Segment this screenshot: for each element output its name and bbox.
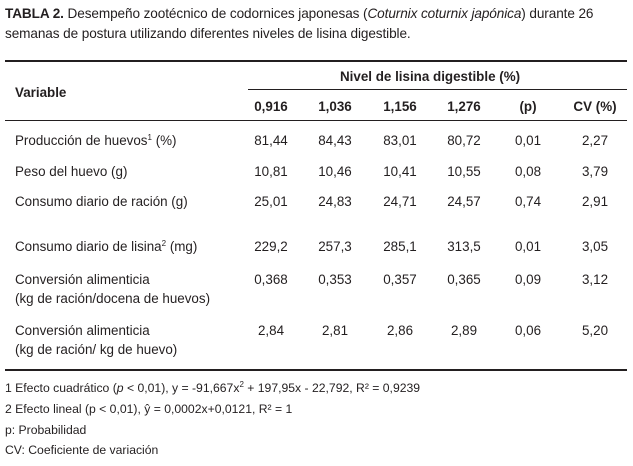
header-col-2: 1,036 <box>318 99 352 114</box>
header-col-1: 0,916 <box>254 99 288 114</box>
table-cell: 3,05 <box>581 239 609 254</box>
table-cell: 10,81 <box>254 164 288 179</box>
header-col-6: CV (%) <box>573 99 617 114</box>
table-cell: 257,3 <box>318 239 352 254</box>
row-4-footnote-mark: 2 <box>161 239 167 248</box>
table-cell: 5,20 <box>581 323 609 338</box>
table-cell: 313,5 <box>447 239 481 254</box>
header-col-3: 1,156 <box>383 99 417 114</box>
row-4-label-text: Consumo diario de lisina <box>15 239 162 254</box>
row-1-footnote-mark: 1 <box>147 133 152 142</box>
row-5-label <box>15 270 210 308</box>
group-rule <box>248 89 627 90</box>
table-cell: 3,79 <box>581 164 609 179</box>
table-cell: 2,81 <box>321 323 349 338</box>
header-col-4: 1,276 <box>447 99 481 114</box>
table-cell: 10,41 <box>383 164 417 179</box>
row-4-label <box>15 239 197 255</box>
table-cell: 84,43 <box>318 133 352 148</box>
table-cell: 25,01 <box>254 194 288 209</box>
caption-text-before: Desempeño zootécnico de codornices japonesas ( <box>63 6 368 21</box>
footnote-1-text-b: < 0,01), y = -91,667x <box>123 381 240 395</box>
table-cell: 24,71 <box>383 194 417 209</box>
table-cell: 2,84 <box>257 323 285 338</box>
table-cell: 0,01 <box>514 239 542 254</box>
footnote-2: 2 Efecto lineal (p < 0,01), ŷ = 0,0002x+0,0121, R² = 1 <box>5 402 293 416</box>
table-caption <box>5 4 627 44</box>
table-cell: 285,1 <box>383 239 417 254</box>
header-variable: Variable <box>15 85 67 100</box>
row-6-label-line2: (kg de ración/ kg de huevo) <box>15 342 178 357</box>
footnote-1-number: 1 <box>5 381 12 395</box>
row-6-label <box>15 321 177 359</box>
table-cell: 80,72 <box>447 133 481 148</box>
table-cell: 0,08 <box>514 164 542 179</box>
table-cell: 0,353 <box>318 272 352 287</box>
table-cell: 0,74 <box>514 194 542 209</box>
header-col-5: (p) <box>519 99 537 114</box>
row-1-label-text: Producción de huevos <box>15 133 148 148</box>
footnote-1-p: p <box>116 381 124 395</box>
footnote-1 <box>5 381 420 396</box>
table-cell: 10,46 <box>318 164 352 179</box>
header-bottom-rule <box>5 120 627 121</box>
caption-label: TABLA 2. <box>5 6 64 21</box>
table-cell: 2,27 <box>581 133 609 148</box>
table-cell: 0,368 <box>254 272 288 287</box>
table-cell: 24,57 <box>447 194 481 209</box>
header-group: Nivel de lisina digestible (%) <box>340 69 521 84</box>
footnote-p-definition: p: Probabilidad <box>5 423 87 437</box>
bottom-rule <box>5 369 627 371</box>
table-cell: 2,89 <box>450 323 478 338</box>
table-cell: 229,2 <box>254 239 288 254</box>
row-5-label-line1: Conversión alimenticia <box>15 272 150 287</box>
caption-species: Coturnix coturnix japónica <box>367 6 522 21</box>
footnote-1-text-c: + 197,95x - 22,792, R² = 0,9239 <box>243 381 421 395</box>
footnote-1-text-a: Efecto cuadrático ( <box>15 381 117 395</box>
row-1-label-unit: (%) <box>151 133 177 148</box>
caption-text-after: ) durante 26 semanas de postura utilizando diferentes niveles de lisina digestible. <box>5 6 594 41</box>
table-cell: 10,55 <box>447 164 481 179</box>
table-cell: 0,01 <box>514 133 542 148</box>
row-5-label-line2: (kg de ración/docena de huevos) <box>15 291 211 306</box>
table-cell: 2,91 <box>581 194 609 209</box>
table-cell: 83,01 <box>383 133 417 148</box>
row-4-label-unit: (mg) <box>166 239 198 254</box>
table-cell: 3,12 <box>581 272 609 287</box>
table-cell: 0,06 <box>514 323 542 338</box>
row-3-label: Consumo diario de ración (g) <box>15 194 188 209</box>
top-rule <box>5 60 627 62</box>
table-cell: 2,86 <box>386 323 414 338</box>
row-2-label: Peso del huevo (g) <box>15 164 128 179</box>
row-6-label-line1: Conversión alimenticia <box>15 323 150 338</box>
footnote-1-superscript: 2 <box>239 380 244 389</box>
table-cell: 0,365 <box>447 272 481 287</box>
footnote-cv-definition: CV: Coeficiente de variación <box>5 443 159 457</box>
table-cell: 81,44 <box>254 133 288 148</box>
row-1-label <box>15 133 177 149</box>
table-cell: 24,83 <box>318 194 352 209</box>
table-cell: 0,09 <box>514 272 542 287</box>
table-cell: 0,357 <box>383 272 417 287</box>
